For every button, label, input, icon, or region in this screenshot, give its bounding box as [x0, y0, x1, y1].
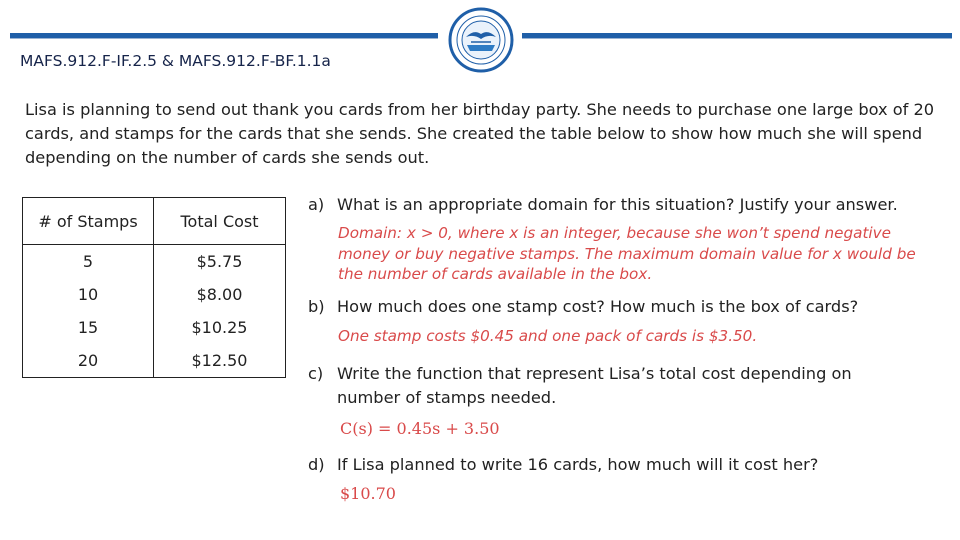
answer-c-function: C(s) = 0.45s + 3.50	[340, 419, 500, 438]
header-bar-left	[10, 33, 438, 38]
cost-cell: $12.50	[154, 344, 286, 378]
table-header-row	[23, 198, 286, 245]
cost-cell: $8.00	[154, 278, 286, 311]
column-header: # of Stamps	[23, 198, 154, 245]
question-label: c)	[308, 364, 324, 383]
answer-a: Domain: x > 0, where x is an integer, because she won’t spend negative money or buy negative stamps. The maximum domain value for x would be the number of cards available in the box.	[338, 224, 916, 283]
question-text: What is an appropriate domain for this situation? Justify your answer.	[337, 195, 898, 214]
header-bar-right	[522, 33, 952, 38]
answer-b: One stamp costs $0.45 and one pack of cards is $3.50.	[338, 327, 758, 345]
problem-intro: Lisa is planning to send out thank you cards from her birthday party. She needs to purchase one large box of 20 cards, and stamps for the cards that she sends. She created the table below to show how much she will spend depending on the number of cards she sends out.	[25, 100, 935, 167]
question-text: Write the function that represent Lisa’s total cost depending on number of stamps needed.	[337, 364, 852, 407]
school-seal-logo	[448, 7, 514, 73]
stamps-cell: 10	[23, 278, 154, 311]
standards-title: MAFS.912.F-IF.2.5 & MAFS.912.F-BF.1.1a	[20, 52, 331, 70]
question-label: a)	[308, 195, 325, 214]
question-label: d)	[308, 455, 325, 474]
table-row	[23, 311, 286, 344]
cost-cell: $5.75	[154, 245, 286, 279]
table-row	[23, 245, 286, 279]
question-text: If Lisa planned to write 16 cards, how much will it cost her?	[337, 455, 819, 474]
stamps-cell: 20	[23, 344, 154, 378]
stamps-cell: 5	[23, 245, 154, 279]
question-text: How much does one stamp cost? How much is the box of cards?	[337, 297, 859, 316]
table-row	[23, 278, 286, 311]
cost-table	[22, 197, 286, 378]
stamps-cell: 15	[23, 311, 154, 344]
table-row	[23, 344, 286, 378]
answer-d: $10.70	[340, 484, 396, 503]
cost-cell: $10.25	[154, 311, 286, 344]
question-label: b)	[308, 297, 325, 316]
column-header: Total Cost	[154, 198, 286, 245]
